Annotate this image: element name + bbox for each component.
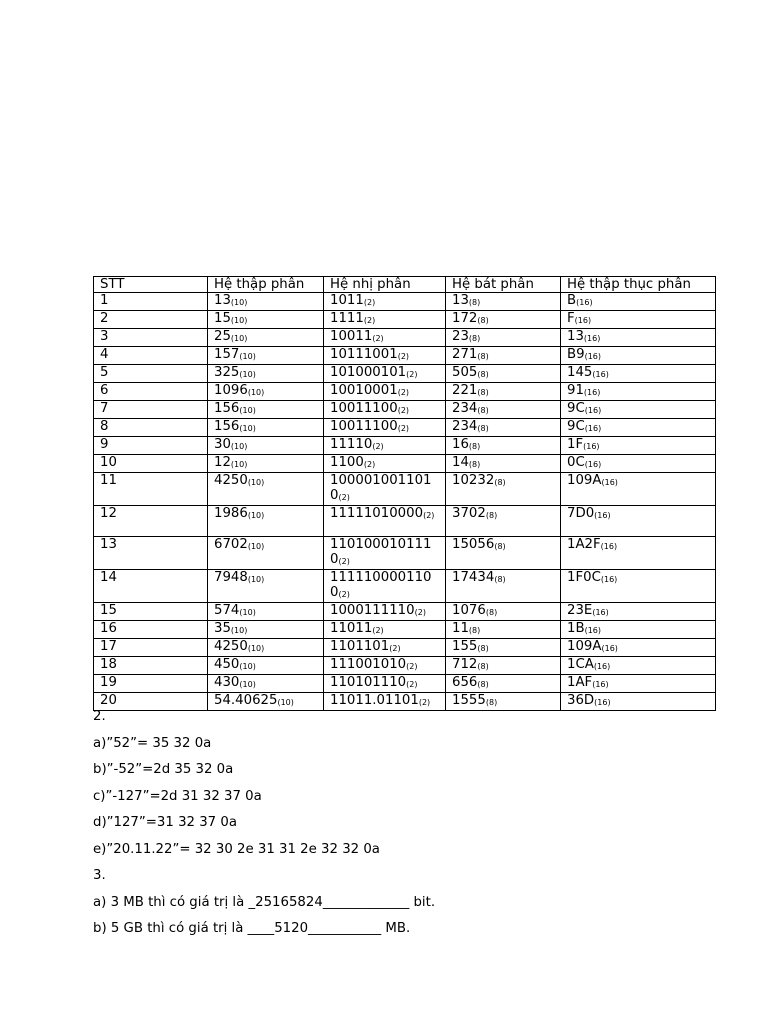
cell-binary	[324, 383, 446, 401]
base-subscript: ( 10 )	[248, 644, 264, 653]
cell-value: 4250	[214, 639, 248, 654]
cell-hexadecimal	[561, 506, 716, 537]
cell-value: 1101000101110	[330, 537, 432, 567]
cell-stt: 13	[94, 537, 208, 570]
cell-binary	[324, 537, 446, 570]
base-subscript: ( 10 )	[248, 388, 264, 397]
base-subscript: ( 16 )	[585, 424, 601, 433]
table-row	[94, 675, 716, 693]
cell-value: 1000111110	[330, 603, 415, 618]
cell-octal	[446, 293, 561, 311]
cell-hexadecimal	[561, 347, 716, 365]
cell-value: 450	[214, 657, 240, 672]
cell-value: 15	[214, 311, 231, 326]
base-subscript: ( 2 )	[419, 698, 430, 707]
cell-stt: 19	[94, 675, 208, 693]
section-3-heading: 3.	[93, 868, 106, 883]
base-subscript: ( 16 )	[594, 511, 610, 520]
cell-value: 54.40625	[214, 693, 278, 708]
cell-stt: 11	[94, 473, 208, 506]
base-subscript: ( 10 )	[248, 478, 264, 487]
base-subscript: ( 2 )	[398, 424, 409, 433]
table-row	[94, 455, 716, 473]
table-row	[94, 603, 716, 621]
cell-binary	[324, 293, 446, 311]
cell-decimal	[208, 383, 324, 401]
cell-value: 1986	[214, 506, 248, 521]
cell-value: 1011	[330, 293, 364, 308]
cell-value: 221	[452, 383, 478, 398]
cell-value: 156	[214, 401, 240, 416]
cell-octal	[446, 311, 561, 329]
base-subscript: ( 16 )	[592, 370, 608, 379]
cell-stt: 17	[94, 639, 208, 657]
cell-value: 1A2F	[567, 537, 601, 552]
cell-stt: 10	[94, 455, 208, 473]
cell-octal	[446, 401, 561, 419]
cell-value: 1000010011010	[330, 473, 432, 503]
cell-decimal	[208, 311, 324, 329]
cell-value: 10232	[452, 473, 495, 488]
cell-octal	[446, 621, 561, 639]
base-subscript: ( 16 )	[594, 662, 610, 671]
table-row	[94, 506, 716, 537]
cell-value: 1096	[214, 383, 248, 398]
base-subscript: ( 10 )	[248, 575, 264, 584]
base-subscript: ( 2 )	[364, 316, 375, 325]
cell-binary	[324, 329, 446, 347]
cell-octal	[446, 537, 561, 570]
cell-value: 9C	[567, 401, 585, 416]
base-subscript: ( 8 )	[477, 662, 488, 671]
header-decimal: Hệ thập phân	[208, 277, 324, 293]
cell-value: 23E	[567, 603, 593, 618]
cell-binary	[324, 437, 446, 455]
cell-decimal	[208, 621, 324, 639]
cell-octal	[446, 693, 561, 711]
cell-decimal	[208, 293, 324, 311]
cell-value: 30	[214, 437, 231, 452]
base-subscript: ( 2 )	[398, 406, 409, 415]
cell-decimal	[208, 675, 324, 693]
cell-decimal	[208, 419, 324, 437]
cell-value: 11111010000	[330, 506, 424, 521]
cell-octal	[446, 639, 561, 657]
cell-stt: 1	[94, 293, 208, 311]
cell-stt: 2	[94, 311, 208, 329]
cell-stt: 4	[94, 347, 208, 365]
cell-value: 15056	[452, 537, 495, 552]
cell-decimal	[208, 329, 324, 347]
cell-value: 271	[452, 347, 478, 362]
cell-binary	[324, 639, 446, 657]
base-subscript: ( 16 )	[601, 575, 617, 584]
table-row	[94, 537, 716, 570]
base-subscript: ( 8 )	[477, 370, 488, 379]
cell-binary	[324, 473, 446, 506]
cell-value: B9	[567, 347, 585, 362]
base-subscript: ( 8 )	[469, 626, 480, 635]
cell-value: 1100	[330, 455, 364, 470]
cell-value: 7D0	[567, 506, 595, 521]
cell-binary	[324, 455, 446, 473]
base-subscript: ( 10 )	[248, 511, 264, 520]
base-subscript: ( 10 )	[239, 680, 255, 689]
cell-value: 1AF	[567, 675, 593, 690]
base-subscript: ( 8 )	[477, 424, 488, 433]
cell-value: 36D	[567, 693, 595, 708]
cell-value: 234	[452, 401, 478, 416]
cell-hexadecimal	[561, 603, 716, 621]
cell-value: 11011.01101	[330, 693, 419, 708]
base-subscript: ( 8 )	[469, 298, 480, 307]
base-subscript: ( 10 )	[231, 334, 247, 343]
cell-value: 156	[214, 419, 240, 434]
cell-octal	[446, 506, 561, 537]
cell-binary	[324, 570, 446, 603]
cell-hexadecimal	[561, 365, 716, 383]
cell-value: 1555	[452, 693, 486, 708]
base-subscript: ( 8 )	[477, 388, 488, 397]
section-2-line-c: c)”-127”=2d 31 32 37 0a	[93, 788, 262, 804]
base-subscript: ( 8 )	[469, 334, 480, 343]
cell-value: 574	[214, 603, 240, 618]
cell-value: 13	[214, 293, 231, 308]
base-subscript: ( 10 )	[248, 542, 264, 551]
cell-stt: 16	[94, 621, 208, 639]
cell-value: 1F0C	[567, 570, 601, 585]
cell-hexadecimal	[561, 639, 716, 657]
table-row	[94, 639, 716, 657]
cell-decimal	[208, 570, 324, 603]
cell-value: F	[567, 311, 575, 326]
base-subscript: ( 8 )	[486, 608, 497, 617]
cell-octal	[446, 455, 561, 473]
table-row	[94, 437, 716, 455]
cell-value: 35	[214, 621, 231, 636]
table-row	[94, 329, 716, 347]
cell-octal	[446, 473, 561, 506]
header-octal: Hệ bát phân	[446, 277, 561, 293]
cell-stt: 6	[94, 383, 208, 401]
cell-value: 9C	[567, 419, 585, 434]
base-subscript: ( 2 )	[372, 334, 383, 343]
cell-octal	[446, 657, 561, 675]
cell-binary	[324, 419, 446, 437]
base-subscript: ( 16 )	[601, 644, 617, 653]
base-subscript: ( 8 )	[477, 680, 488, 689]
base-subscript: ( 2 )	[406, 680, 417, 689]
conversion-table	[93, 276, 716, 711]
cell-value: 172	[452, 311, 478, 326]
cell-stt: 18	[94, 657, 208, 675]
header-hexadecimal: Hệ thập thục phân	[561, 277, 716, 293]
cell-decimal	[208, 603, 324, 621]
base-subscript: ( 2 )	[372, 442, 383, 451]
table-row	[94, 473, 716, 506]
cell-hexadecimal	[561, 693, 716, 711]
table-row	[94, 419, 716, 437]
cell-value: 7948	[214, 570, 248, 585]
cell-hexadecimal	[561, 675, 716, 693]
base-subscript: ( 8 )	[469, 460, 480, 469]
cell-binary	[324, 365, 446, 383]
cell-decimal	[208, 537, 324, 570]
cell-stt: 20	[94, 693, 208, 711]
base-subscript: ( 16 )	[601, 542, 617, 551]
section-2-line-b: b)”-52”=2d 35 32 0a	[93, 762, 234, 777]
cell-value: 1B	[567, 621, 585, 636]
cell-binary	[324, 675, 446, 693]
cell-value: 10011	[330, 329, 373, 344]
cell-value: 10010001	[330, 383, 398, 398]
base-subscript: ( 2 )	[364, 460, 375, 469]
cell-hexadecimal	[561, 537, 716, 570]
cell-hexadecimal	[561, 455, 716, 473]
cell-decimal	[208, 473, 324, 506]
cell-value: 234	[452, 419, 478, 434]
base-subscript: ( 10 )	[231, 298, 247, 307]
notes-section	[93, 704, 435, 943]
cell-decimal	[208, 437, 324, 455]
cell-decimal	[208, 347, 324, 365]
cell-value: 13	[567, 329, 584, 344]
cell-stt: 8	[94, 419, 208, 437]
section-2-line-e: e)”20.11.22”= 32 30 2e 31 31 2e 32 32 0a	[93, 841, 380, 857]
table-row	[94, 383, 716, 401]
cell-value: 11	[452, 621, 469, 636]
section-3-line-b: b) 5 GB thì có giá trị là ____5120___________ MB.	[93, 921, 411, 936]
base-subscript: ( 10 )	[239, 662, 255, 671]
base-subscript: ( 10 )	[239, 608, 255, 617]
cell-value: 11110	[330, 437, 373, 452]
cell-octal	[446, 570, 561, 603]
base-subscript: ( 16 )	[575, 316, 591, 325]
base-subscript: ( 16 )	[584, 334, 600, 343]
base-subscript: ( 10 )	[239, 424, 255, 433]
cell-binary	[324, 621, 446, 639]
base-subscript: ( 2 )	[364, 298, 375, 307]
cell-binary	[324, 347, 446, 365]
base-subscript: ( 8 )	[494, 575, 505, 584]
cell-value: 325	[214, 365, 240, 380]
cell-octal	[446, 365, 561, 383]
cell-hexadecimal	[561, 473, 716, 506]
cell-value: 23	[452, 329, 469, 344]
cell-value: 12	[214, 455, 231, 470]
base-subscript: ( 16 )	[585, 460, 601, 469]
cell-octal	[446, 329, 561, 347]
cell-octal	[446, 675, 561, 693]
cell-value: 110101110	[330, 675, 407, 690]
table-body	[94, 293, 716, 711]
table-row	[94, 365, 716, 383]
cell-hexadecimal	[561, 293, 716, 311]
cell-hexadecimal	[561, 419, 716, 437]
cell-octal	[446, 437, 561, 455]
base-subscript: ( 8 )	[494, 478, 505, 487]
cell-binary	[324, 506, 446, 537]
cell-value: 10011100	[330, 419, 398, 434]
table-row	[94, 570, 716, 603]
base-subscript: ( 2 )	[406, 662, 417, 671]
base-subscript: ( 2 )	[398, 352, 409, 361]
cell-stt: 15	[94, 603, 208, 621]
base-subscript: ( 2 )	[338, 557, 349, 566]
cell-hexadecimal	[561, 311, 716, 329]
cell-octal	[446, 419, 561, 437]
cell-value: 145	[567, 365, 593, 380]
cell-stt: 9	[94, 437, 208, 455]
base-subscript: ( 8 )	[477, 644, 488, 653]
base-subscript: ( 16 )	[585, 406, 601, 415]
cell-value: 10111001	[330, 347, 398, 362]
cell-value: 656	[452, 675, 478, 690]
base-subscript: ( 16 )	[576, 298, 592, 307]
table-row	[94, 657, 716, 675]
cell-value: 16	[452, 437, 469, 452]
base-subscript: ( 16 )	[592, 608, 608, 617]
table-row	[94, 401, 716, 419]
cell-value: 1CA	[567, 657, 594, 672]
base-subscript: ( 16 )	[585, 626, 601, 635]
section-2-heading: 2.	[93, 709, 106, 724]
base-subscript: ( 2 )	[398, 388, 409, 397]
header-binary: Hệ nhị phân	[324, 277, 446, 293]
base-subscript: ( 2 )	[338, 590, 349, 599]
table-row	[94, 347, 716, 365]
cell-value: 13	[452, 293, 469, 308]
base-subscript: ( 16 )	[601, 478, 617, 487]
base-subscript: ( 8 )	[477, 352, 488, 361]
cell-decimal	[208, 506, 324, 537]
cell-binary	[324, 657, 446, 675]
cell-value: 4250	[214, 473, 248, 488]
cell-decimal	[208, 365, 324, 383]
cell-binary	[324, 401, 446, 419]
header-stt: STT	[94, 277, 208, 293]
cell-hexadecimal	[561, 401, 716, 419]
base-subscript: ( 2 )	[372, 626, 383, 635]
cell-value: 1101101	[330, 639, 390, 654]
base-subscript: ( 8 )	[486, 511, 497, 520]
cell-value: 712	[452, 657, 478, 672]
cell-value: 109A	[567, 473, 602, 488]
base-subscript: ( 2 )	[415, 608, 426, 617]
base-subscript: ( 8 )	[477, 316, 488, 325]
base-subscript: ( 16 )	[584, 388, 600, 397]
base-subscript: ( 8 )	[469, 442, 480, 451]
cell-value: 11011	[330, 621, 373, 636]
cell-value: 157	[214, 347, 240, 362]
cell-value: 17434	[452, 570, 495, 585]
cell-value: 14	[452, 455, 469, 470]
cell-value: 101000101	[330, 365, 407, 380]
base-subscript: ( 2 )	[389, 644, 400, 653]
cell-octal	[446, 383, 561, 401]
section-3-line-a: a) 3 MB thì có giá trị là _25165824_____________ bit.	[93, 894, 436, 910]
cell-value: 1111	[330, 311, 364, 326]
base-subscript: ( 2 )	[423, 511, 434, 520]
base-subscript: ( 10 )	[239, 406, 255, 415]
cell-value: 155	[452, 639, 478, 654]
cell-hexadecimal	[561, 621, 716, 639]
cell-value: 1F	[567, 437, 584, 452]
base-subscript: ( 10 )	[231, 442, 247, 451]
cell-hexadecimal	[561, 329, 716, 347]
cell-value: 6702	[214, 537, 248, 552]
cell-stt: 3	[94, 329, 208, 347]
cell-value: 10011100	[330, 401, 398, 416]
base-subscript: ( 8 )	[477, 406, 488, 415]
cell-hexadecimal	[561, 570, 716, 603]
cell-hexadecimal	[561, 437, 716, 455]
cell-stt: 5	[94, 365, 208, 383]
base-subscript: ( 16 )	[583, 442, 599, 451]
cell-octal	[446, 347, 561, 365]
cell-stt: 14	[94, 570, 208, 603]
cell-value: 111001010	[330, 657, 407, 672]
cell-binary	[324, 311, 446, 329]
base-subscript: ( 16 )	[585, 352, 601, 361]
cell-hexadecimal	[561, 383, 716, 401]
base-subscript: ( 10 )	[277, 698, 293, 707]
cell-decimal	[208, 639, 324, 657]
cell-value: 109A	[567, 639, 602, 654]
base-subscript: ( 10 )	[231, 460, 247, 469]
base-subscript: ( 8 )	[494, 542, 505, 551]
base-subscript: ( 16 )	[594, 698, 610, 707]
cell-value: 25	[214, 329, 231, 344]
cell-stt: 7	[94, 401, 208, 419]
cell-value: 505	[452, 365, 478, 380]
base-subscript: ( 2 )	[406, 370, 417, 379]
cell-value: 3702	[452, 506, 486, 521]
cell-decimal	[208, 401, 324, 419]
cell-octal	[446, 603, 561, 621]
base-subscript: ( 10 )	[239, 352, 255, 361]
cell-value: 0C	[567, 455, 585, 470]
cell-value: B	[567, 293, 577, 308]
cell-value: 430	[214, 675, 240, 690]
base-subscript: ( 10 )	[231, 626, 247, 635]
cell-hexadecimal	[561, 657, 716, 675]
table-row	[94, 311, 716, 329]
section-2-line-d: d)”127”=31 32 37 0a	[93, 815, 237, 830]
cell-stt: 12	[94, 506, 208, 537]
base-subscript: ( 10 )	[231, 316, 247, 325]
base-subscript: ( 16 )	[592, 680, 608, 689]
table-header-row	[94, 277, 716, 293]
cell-decimal	[208, 657, 324, 675]
cell-value: 1111100001100	[330, 570, 432, 600]
cell-value: 1076	[452, 603, 486, 618]
section-2-line-a: a)”52”= 35 32 0a	[93, 735, 212, 751]
base-subscript: ( 8 )	[486, 698, 497, 707]
cell-binary	[324, 603, 446, 621]
base-subscript: ( 10 )	[239, 370, 255, 379]
cell-value: 91	[567, 383, 584, 398]
table-row	[94, 293, 716, 311]
table-row	[94, 621, 716, 639]
base-subscript: ( 2 )	[338, 493, 349, 502]
cell-decimal	[208, 455, 324, 473]
